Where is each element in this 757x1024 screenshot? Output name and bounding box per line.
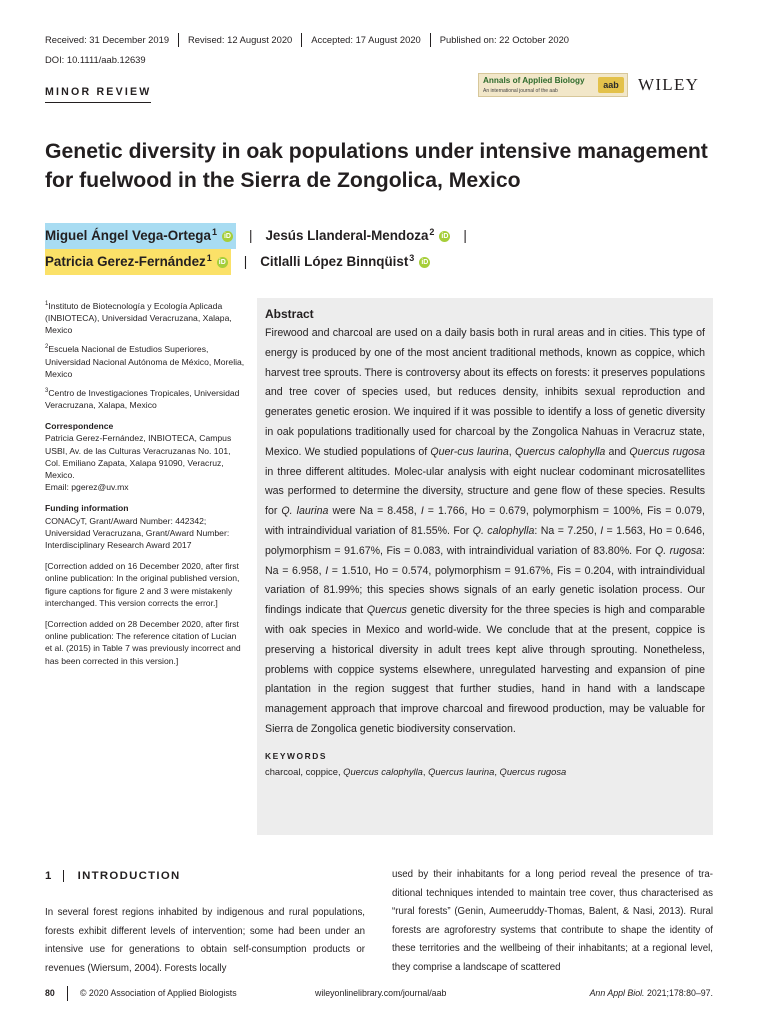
author-affil-sup: 2 bbox=[429, 227, 435, 237]
author-affil-sup: 1 bbox=[206, 253, 212, 263]
author-name: Jesús Llanderal-Mendoza bbox=[265, 228, 429, 243]
author-list bbox=[45, 223, 725, 275]
orcid-icon[interactable]: iD bbox=[223, 232, 231, 240]
page-number: 80 bbox=[45, 988, 55, 998]
funding-label: Funding information bbox=[45, 503, 129, 514]
sidebar-info bbox=[45, 298, 245, 672]
correspondence-email[interactable]: Email: pgerez@uv.mx bbox=[45, 482, 129, 493]
affiliation-2 bbox=[45, 341, 245, 379]
author-4[interactable] bbox=[260, 249, 430, 275]
publication-dates bbox=[45, 33, 578, 47]
affiliation-sup: 2 bbox=[45, 344, 49, 351]
publisher-logo: WILEY bbox=[638, 75, 700, 94]
author-2[interactable] bbox=[265, 223, 450, 249]
orcid-icon[interactable]: iD bbox=[441, 232, 449, 240]
author-name: Citlalli López Binnqüist bbox=[260, 254, 409, 269]
received-date: Received: 31 December 2019 bbox=[45, 34, 170, 45]
affiliation-sup: 3 bbox=[45, 387, 49, 394]
section-divider bbox=[63, 870, 64, 882]
affiliation-sup: 1 bbox=[45, 301, 49, 307]
author-separator: | bbox=[248, 228, 253, 243]
footer-divider bbox=[67, 986, 68, 1001]
orcid-icon[interactable]: iD bbox=[218, 258, 226, 266]
affiliation-3 bbox=[45, 385, 245, 411]
journal-name: Annals of Applied Biology bbox=[483, 76, 585, 85]
section-title: INTRODUCTION bbox=[77, 870, 181, 882]
journal-subtitle: An international journal of the aab bbox=[483, 88, 558, 94]
funding-text: CONACyT, Grant/Award Number: 442342; Universidad Veracruzana, Grant/Award Number: Interdisciplinary Research Award 2017 bbox=[45, 515, 230, 551]
copyright: © 2020 Association of Applied Biologists bbox=[80, 988, 237, 998]
keywords-heading: KEYWORDS bbox=[265, 750, 328, 761]
accepted-date: Accepted: 17 August 2020 bbox=[301, 33, 429, 47]
abstract-heading: Abstract bbox=[265, 307, 314, 321]
revised-date: Revised: 12 August 2020 bbox=[178, 33, 301, 47]
correspondence-block bbox=[45, 420, 245, 493]
affiliation-text: Centro de Investigaciones Tropicales, Universidad Veracruzana, Xalapa, Mexico bbox=[45, 387, 240, 410]
affiliation-text: Instituto de Biotecnología y Ecología Aplicada (INBIOTECA), Universidad Veracruzana, Xalapa, Mexico bbox=[45, 300, 232, 336]
author-name: Miguel Ángel Vega-Ortega bbox=[45, 228, 211, 243]
author-separator: | bbox=[243, 254, 248, 269]
author-line-2 bbox=[45, 249, 725, 275]
author-3[interactable] bbox=[45, 249, 231, 275]
abstract-box bbox=[257, 298, 713, 835]
citation: Ann Appl Biol. 2021;178:80–97. bbox=[589, 988, 713, 998]
article-type: MINOR REVIEW bbox=[45, 86, 151, 103]
keywords-list: charcoal, coppice, Quercus calophylla, Quercus laurina, Quercus rugosa bbox=[265, 765, 567, 777]
correction-note-2: [Correction added on 28 December 2020, after first online publication: The reference citation of Lucian et al. (2015) in Table 7 was previously incorrect and has been corrected in this version.] bbox=[45, 619, 241, 666]
published-date: Published on: 22 October 2020 bbox=[430, 33, 578, 47]
aab-badge: aab bbox=[598, 77, 624, 93]
article-title: Genetic diversity in oak populations under intensive management for fuelwood in the Sierra de Zongolica, Mexico bbox=[45, 140, 708, 192]
correspondence-label: Correspondence bbox=[45, 421, 114, 432]
page-footer bbox=[45, 983, 713, 1003]
correspondence-text: Patricia Gerez-Fernández, INBIOTECA, Campus USBI, Av. de las Culturas Veracruzanas No. 101, Col. Emiliano Zapata, Xalapa 91090, Veracruz, Mexico. bbox=[45, 433, 232, 481]
journal-url[interactable]: wileyonlinelibrary.com/journal/aab bbox=[315, 988, 447, 998]
intro-paragraph-right: used by their inhabitants for a long period reveal the presence of tra-ditional techniques intended to maintain tree cover, thus characterised as “rural forests” (Genin, Aumeeruddy-Thomas, Balent, & Nasi, 2013). Rural forests are agroforestry systems that contribute to shape the identity of these territories and the wellbeing of their inhabitants; at a regional level, they comprise a landscape of scattered bbox=[392, 869, 713, 973]
author-name: Patricia Gerez-Fernández bbox=[45, 254, 206, 269]
section-number: 1 bbox=[45, 870, 53, 882]
author-line-1 bbox=[45, 223, 725, 249]
doi[interactable]: DOI: 10.1111/aab.12639 bbox=[45, 54, 146, 65]
author-affil-sup: 3 bbox=[409, 253, 415, 263]
journal-logo bbox=[478, 73, 628, 97]
affiliation-text: Escuela Nacional de Estudios Superiores, Universidad Nacional Autónoma de México, Morelia, Mexico bbox=[45, 344, 245, 379]
correction-note-1: [Correction added on 16 December 2020, after first online publication: In the original published version, figure captions for figure 2 and 3 were mistakenly interchanged. This version corrects the error.] bbox=[45, 561, 240, 608]
section-heading bbox=[45, 870, 181, 882]
affiliation-1 bbox=[45, 298, 245, 336]
abstract-text: Firewood and charcoal are used on a daily basis both in rural areas and in cities. This type of energy is produced by one of the most ancient traditional methods, known as coppice, which harvest tree sprouts. There is controversy about its effects on forests: it preserves populations and tree cover of species used, but reduces density, inhibits sexual reproduction and generates genetic erosion. We inquired if it was possible to identify a loss of genetic diversity in oak populations traditionally used for charcoal by the Zongolica Nahuas in Veracruz state, Mexico. We studied populations of Quer-cus laurina, Quercus calophylla and Quercus rugosa in three different altitudes. Molec-ular analysis with eight nuclear codominant microsatellites was performed to determine the diversity, structure and gene flow of these species. Results for Q. laurina were Na = 8.458, I = 1.766, Ho = 0.679, polymorphism = 100%, Fis = 0.079, with intraindividual variation of 81.55%. For Q. calophylla: Na = 7.250, I = 1.563, Ho = 0.646, polymorphism = 91.67%, Fis = 0.083, with intraindividual variation of 83.80%. For Q. rugosa: Na = 6.958, I = 1.510, Ho = 0.574, polymorphism = 91.67%, Fis = 0.204, with intraindividual variation of 81.99%; this species shows signals of an early genetic isolation process. Our findings indicate that Quercus genetic diversity for the three species is high and comparable with oak species in Mexico and world-wide. We conclude that at the present, coppice is preserving a historical diversity in adult trees kept alive through sprouting. Nonetheless, problems with coppice systems elsewhere, unregulated harvesting and expansion of pine plantation in the region suggest that further studies, hand in hand with a landscape management approach that improve charcoal and firewood production, may be valuable for Sierra de Zongolica genetic biodiversity conservation. bbox=[265, 327, 706, 735]
author-separator: | bbox=[463, 228, 467, 243]
author-affil-sup: 1 bbox=[211, 227, 217, 237]
funding-block bbox=[45, 502, 245, 551]
orcid-icon[interactable]: iD bbox=[421, 258, 429, 266]
intro-paragraph-left: In several forest regions inhabited by indigenous and rural populations, forests exhibit different levels of intervention; some had been under an intensive use for generations to obtain self-consumption products or revenues (Wiersum, 2004). Forests locally bbox=[45, 907, 365, 974]
